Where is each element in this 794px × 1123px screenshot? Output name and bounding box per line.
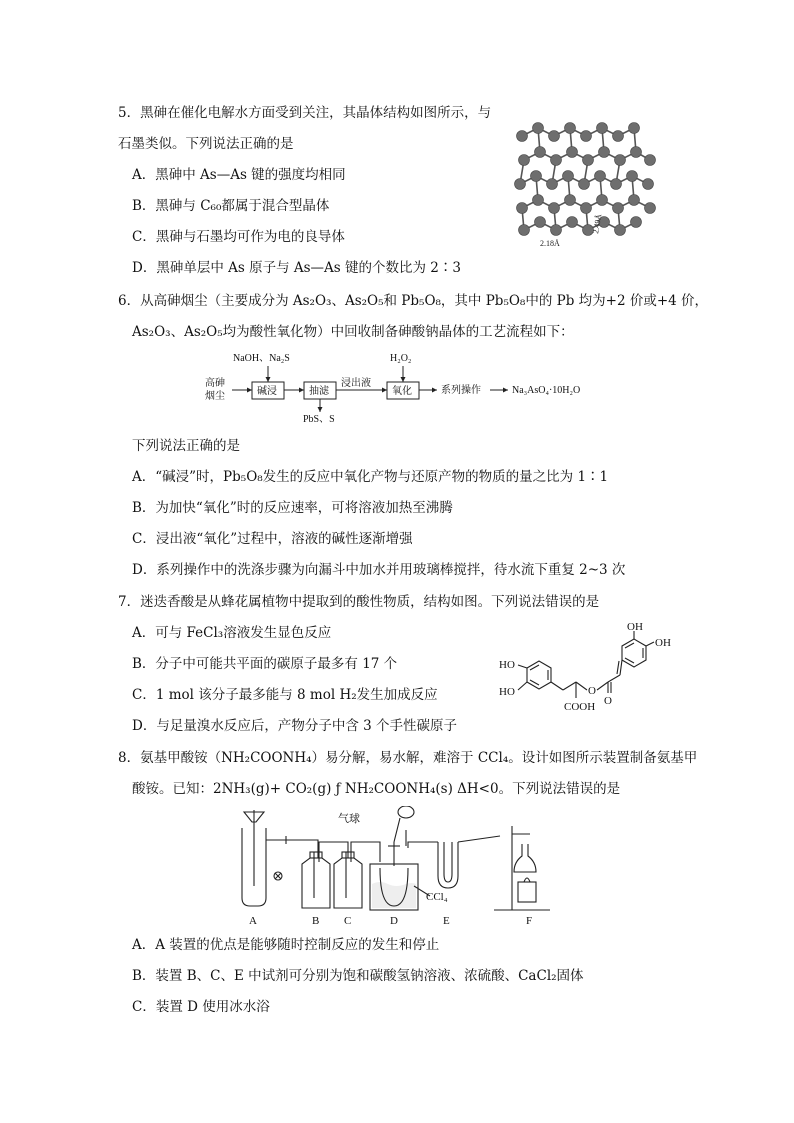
q6-option-d: D．系列操作中的洗涤步骤为向漏斗中加水并用玻璃棒搅拌，待水流下重复 2~3 次 [132, 562, 626, 578]
q6-option-b: B．为加快“氧化”时的反应速率，可将溶液加热至沸腾 [132, 500, 453, 516]
q7-option-c: C．1 mol 该分子最多能与 8 mol H₂发生加成反应 [132, 687, 438, 703]
q8-option-a: A．A 装置的优点是能够随时控制反应的发生和停止 [132, 937, 440, 953]
flow-step1: 碱浸 [257, 386, 277, 397]
apparatus-letter-d: D [390, 915, 398, 927]
balloon-label: 气球 [338, 813, 360, 825]
q8-stem-line2: 酸铵。已知：2NH₃(g)+ CO₂(g) ƒ NH₂COONH₄(s) ΔH<0。下列说法错误的是 [132, 781, 621, 797]
apparatus-letter-c: C [344, 915, 352, 927]
q5-option-a: A．黑砷中 As—As 键的强度均相同 [132, 167, 346, 183]
q5-stem-line1: 5．黑砷在催化电解水方面受到关注，其晶体结构如图所示，与 [118, 105, 492, 121]
ccl4-label: CCl₄ [426, 891, 448, 903]
flow-start-line2: 烟尘 [205, 391, 225, 402]
process-flow-diagram [200, 346, 600, 430]
apparatus-letter-f: F [526, 915, 533, 927]
structure-ho-lower: HO [499, 686, 515, 698]
structure-cooh: COOH [564, 701, 596, 713]
apparatus-letter-e: E [443, 915, 450, 927]
q7-option-a: A．可与 FeCl₃溶液发生显色反应 [132, 625, 332, 641]
q8-option-b: B．装置 B、C、E 中试剂可分别为饱和碳酸氢钠溶液、浓硫酸、CaCl₂固体 [132, 968, 584, 984]
flow-byproduct: PbS、S [303, 414, 335, 425]
flow-step2: 抽滤 [309, 386, 329, 397]
q8-stem-line1: 8．氨基甲酸铵（NH₂COONH₄）易分解，易水解，难溶于 CCl₄。设计如图所示装置制备氨基甲 [118, 750, 698, 766]
apparatus-letter-b: B [312, 915, 320, 927]
q6-option-a: A．“碱浸”时，Pb₅O₈发生的反应中氧化产物与还原产物的物质的量之比为 1∶1 [132, 469, 609, 485]
q7-option-d: D．与足量溴水反应后，产物分子中含 3 个手性碳原子 [132, 718, 457, 734]
bond-length-label-1: 2.18Å [540, 239, 560, 248]
flow-step3: 氧化 [392, 386, 412, 397]
flow-step4: 系列操作 [441, 385, 481, 396]
structure-oh-top: OH [627, 621, 643, 633]
q7-option-b: B．分子中可能共平面的碳原子最多有 17 个 [132, 656, 398, 672]
structure-ho-upper: HO [499, 659, 515, 671]
black-arsenic-structure-figure [510, 122, 670, 252]
q7-stem: 7．迷迭香酸是从蜂花属植物中提取到的酸性物质，结构如图。下列说法错误的是 [118, 594, 600, 610]
flow-filtrate: 浸出液 [341, 378, 371, 389]
flow-product: Na₃AsO₄·10H₂O [512, 385, 581, 396]
q5-option-c: C．黑砷与石墨均可作为电的良导体 [132, 229, 345, 245]
flow-reagent2: H₂O₂ [390, 353, 412, 364]
structure-carbonyl-o: O [604, 695, 612, 707]
q8-option-c: C．装置 D 使用冰水浴 [132, 999, 270, 1015]
q5-option-b: B．黑砷与 C₆₀都属于混合型晶体 [132, 198, 330, 214]
rosmarinic-acid-structure [496, 620, 692, 728]
q6-option-c: C．浸出液“氧化”过程中，溶液的碱性逐渐增强 [132, 531, 413, 547]
apparatus-letter-a: A [249, 915, 257, 927]
apparatus-diagram [230, 806, 575, 930]
flow-reagent1: NaOH、Na₂S [233, 353, 290, 364]
q5-option-d: D．黑砷单层中 As 原子与 As—As 键的个数比为 2∶3 [132, 260, 461, 276]
bond-length-label-2: 2.49Å [591, 213, 604, 235]
q5-stem-line2: 石墨类似。下列说法正确的是 [118, 136, 294, 152]
q6-question: 下列说法正确的是 [132, 438, 240, 454]
q6-stem-line2: As₂O₃、As₂O₅均为酸性氧化物）中回收制备砷酸钠晶体的工艺流程如下： [132, 324, 574, 340]
structure-oh-right: OH [655, 637, 671, 649]
q6-stem-line1: 6．从高砷烟尘（主要成分为 As₂O₃、As₂O₅和 Pb₅O₈，其中 Pb₅O₈中的 Pb 均为+2 价或+4 价， [118, 293, 709, 309]
structure-ester-o: O [588, 685, 596, 697]
flow-start-line1: 高砷 [205, 378, 225, 389]
